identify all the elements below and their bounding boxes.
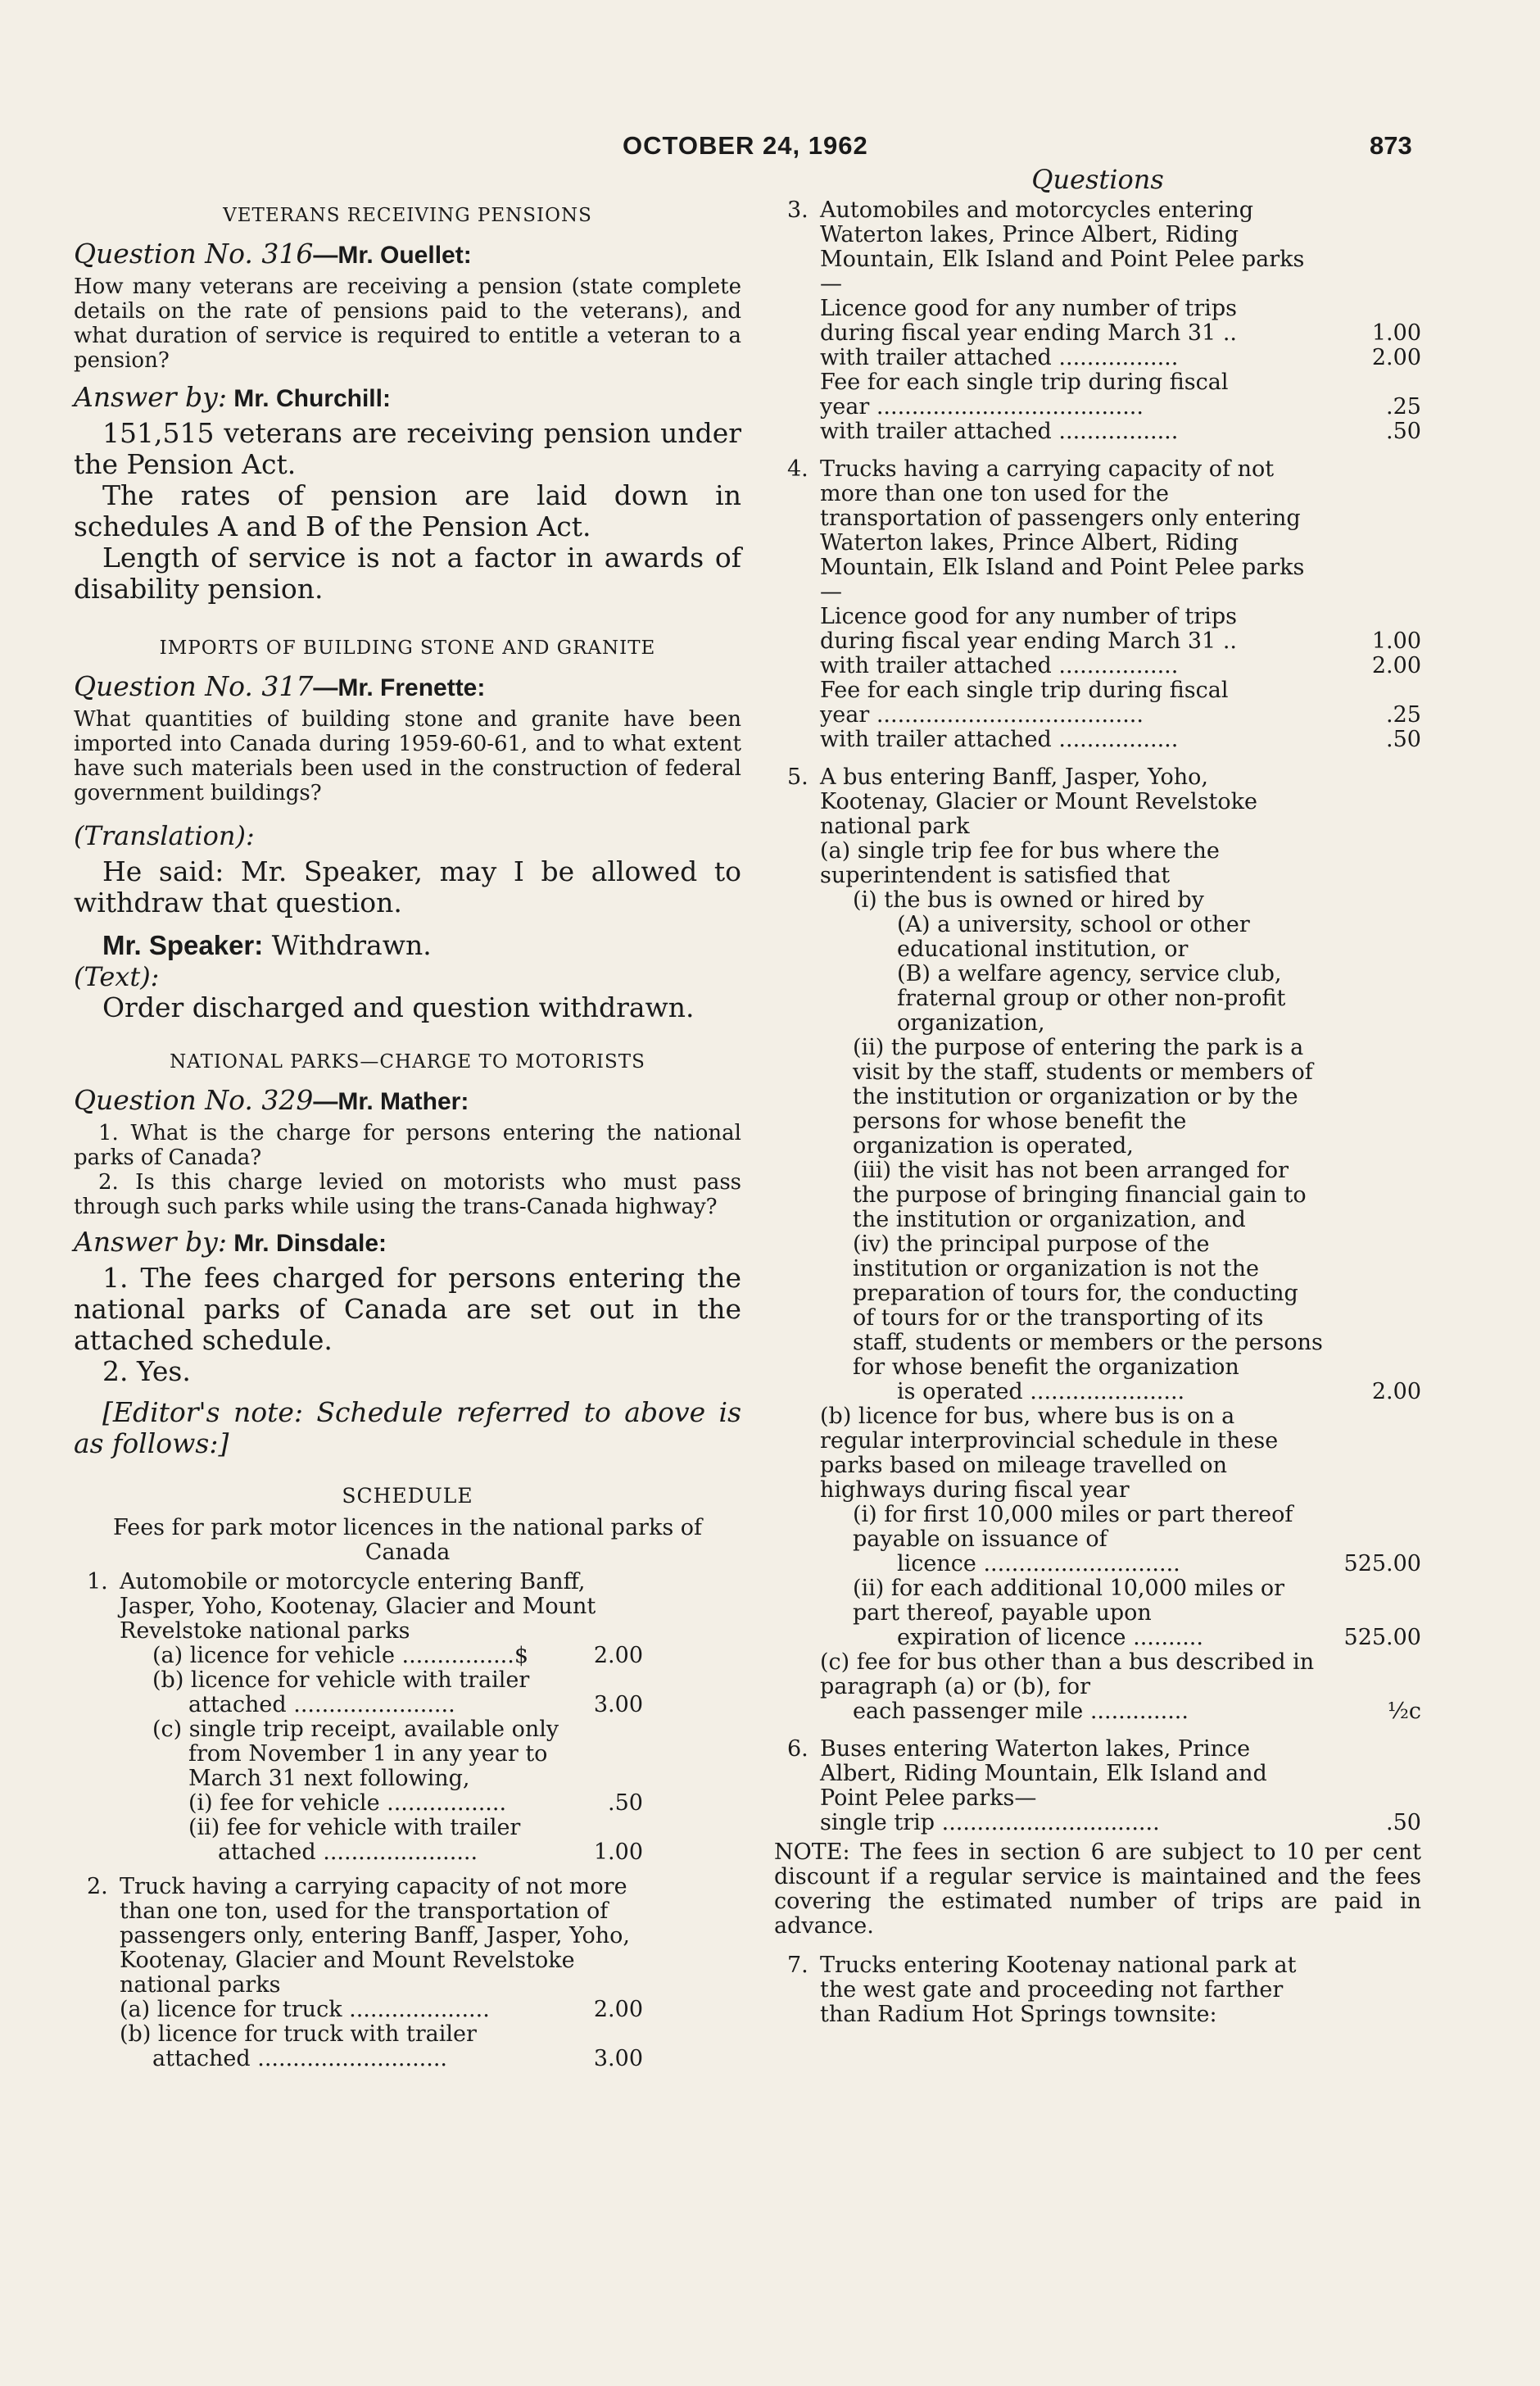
line-amount: 525.00 — [1343, 1625, 1421, 1650]
item-2a — [74, 1998, 741, 2022]
question-317-text: What quantities of building stone and granite have been imported into Canada during 1959-60-61, and to what extent have such materials been used in the construction of federal government buildings? — [74, 707, 741, 805]
translation-label: (Translation): — [74, 820, 255, 851]
item-text: Automobile or motorcycle entering Banff, Jasper, Yoho, Kootenay, Glacier and Mount Revelstoke national parks — [120, 1569, 596, 1644]
line-label: year ...................................... — [820, 394, 1144, 420]
item-4-line3 — [774, 654, 1421, 678]
item-1a — [74, 1644, 741, 1668]
line-amount: .50 — [608, 1790, 643, 1816]
question-329-part1: 1. What is the charge for persons entering the national parks of Canada? — [74, 1121, 741, 1170]
line-label: with trailer attached ................. — [820, 727, 1179, 752]
question-label: Question No. 317 — [74, 670, 314, 702]
line-amount: ½c — [1387, 1699, 1421, 1724]
line-label: with trailer attached ................. — [820, 345, 1179, 370]
item-3-line5 — [774, 395, 1421, 420]
item-5b-ii-total — [774, 1626, 1421, 1650]
item-1c-ii — [74, 1840, 741, 1865]
item-text: Trucks entering Kootenay national park at the west gate and proceeding not farther than Radium Hot Springs townsite: — [820, 1953, 1297, 2027]
item-text: Buses entering Waterton lakes, Prince Albert, Riding Mountain, Elk Island and Point Pelee parks— — [820, 1736, 1267, 1811]
schedule-item-1 — [74, 1570, 741, 1644]
schedule-subtitle: Fees for park motor licences in the national parks of Canada — [112, 1515, 703, 1565]
item-5a-iv: (iv) the principal purpose of the institution or organization is not the preparation of tours for, the conducting of tours for or the transporting of its staff, students or members or the persons for whose benefit the organization — [853, 1232, 1323, 1380]
item-number: 7. — [787, 1953, 808, 1978]
line-amount: 3.00 — [593, 1692, 643, 1717]
item-6-total — [774, 1811, 1421, 1835]
item-number: 5. — [787, 764, 808, 790]
item-4-line1: Licence good for any number of trips — [820, 604, 1237, 629]
item-1c-ii-line1: (ii) fee for vehicle with trailer — [188, 1815, 521, 1840]
right-column — [774, 164, 1421, 2027]
item-text: A bus entering Banff, Jasper, Yoho, Kootenay, Glacier or Mount Revelstoke national park — [820, 764, 1257, 839]
line-amount: 2.00 — [593, 1997, 643, 2022]
item-4-line5 — [774, 703, 1421, 728]
line-label: year ...................................... — [820, 702, 1144, 728]
order-text: Order discharged and question withdrawn. — [102, 991, 695, 1023]
line-label: with trailer attached ................. — [820, 419, 1179, 444]
line-label: (a) licence for vehicle ................$ — [152, 1643, 528, 1668]
answer-316-p3: Length of service is not a factor in awards of disability pension. — [74, 542, 741, 605]
speaker-name: Mr. Speaker: — [102, 930, 264, 960]
schedule-title: SCHEDULE — [342, 1484, 473, 1508]
question-label: Question No. 329 — [74, 1084, 314, 1116]
line-amount: 2.00 — [1371, 1379, 1421, 1404]
answer-316-heading — [74, 381, 741, 413]
line-amount: 1.00 — [593, 1839, 643, 1865]
page-date: OCTOBER 24, 1962 — [623, 131, 868, 160]
item-5a-i-B: (B) a welfare agency, service club, fraternal group or other non-profit organization, — [897, 961, 1286, 1036]
line-amount: 2.00 — [593, 1643, 643, 1668]
item-5c: (c) fee for bus other than a bus described in paragraph (a) or (b), for — [820, 1649, 1315, 1699]
item-5a: (a) single trip fee for bus where the superintendent is satisfied that — [820, 838, 1220, 888]
answer-member: Mr. Dinsdale: — [226, 1230, 387, 1257]
item-1c-line2: from November 1 in any year to — [188, 1741, 548, 1767]
line-amount: .50 — [1386, 727, 1421, 752]
he-said-text: He said: Mr. Speaker, may I be allowed to withdraw that question. — [74, 855, 741, 919]
line-amount: 1.00 — [1371, 628, 1421, 654]
line-label: licence ............................ — [897, 1551, 1180, 1576]
question-member: —Mr. Frenette: — [313, 674, 486, 701]
line-amount: .50 — [1386, 419, 1421, 444]
line-label: with trailer attached ................. — [820, 653, 1179, 678]
question-317-heading — [74, 670, 741, 702]
item-5c-total — [774, 1699, 1421, 1724]
item-5a-total — [774, 1380, 1421, 1404]
question-316-heading — [74, 238, 741, 270]
item-5b-i: (i) for first 10,000 miles or part thereof payable on issuance of — [853, 1502, 1293, 1552]
questions-heading: Questions — [1031, 164, 1164, 195]
page-number: 873 — [1370, 131, 1412, 160]
item-1c-line3: March 31 next following, — [188, 1766, 470, 1791]
answer-329-p1: 1. The fees charged for persons entering the national parks of Canada are set out in the attached schedule. — [74, 1262, 741, 1356]
line-label: attached ....................... — [188, 1692, 455, 1717]
item-5b-ii: (ii) for each additional 10,000 miles or part thereof, payable upon — [853, 1576, 1285, 1626]
line-amount: .25 — [1386, 394, 1421, 420]
question-member: —Mr. Mather: — [313, 1088, 469, 1115]
line-amount: 2.00 — [1371, 653, 1421, 678]
line-amount: 525.00 — [1343, 1551, 1421, 1576]
line-label: expiration of licence .......... — [897, 1625, 1203, 1650]
text-label: (Text): — [74, 961, 160, 992]
item-1c-line1: (c) single trip receipt, available only — [152, 1717, 559, 1742]
item-5a-ii: (ii) the purpose of entering the park is a visit by the staff, students or members of the institution or organization or by the persons for whose benefit the organization is operated, — [853, 1035, 1313, 1159]
item-5b-i-total — [774, 1552, 1421, 1576]
line-label: (i) fee for vehicle ................. — [188, 1790, 507, 1816]
item-number: 6. — [787, 1736, 808, 1762]
line-label: single trip ............................... — [820, 1810, 1160, 1835]
item-number: 3. — [787, 197, 808, 223]
line-label: (a) licence for truck .................... — [120, 1997, 490, 2022]
item-2b — [74, 2047, 741, 2071]
item-4-line4: Fee for each single trip during fiscal — [820, 678, 1229, 703]
item-text: Trucks having a carrying capacity of not more than one ton used for the transportation of passengers only entering Waterton lakes, Prince Albert, Riding Mountain, Elk Island and Point Pelee parks— — [820, 456, 1305, 605]
question-316-text: How many veterans are receiving a pension (state complete details on the rate of pensions paid to the veterans), and what duration of service is required to entitle a veteran to a pension? — [74, 274, 741, 373]
item-5a-iii: (iii) the visit has not been arranged for the purpose of bringing financial gain to the institution or organization, and — [853, 1158, 1307, 1232]
schedule-item-2 — [74, 1875, 741, 1998]
answer-316-p1: 151,515 veterans are receiving pension under the Pension Act. — [74, 417, 741, 480]
answer-label: Answer by: — [74, 381, 227, 413]
item-5a-i: (i) the bus is owned or hired by — [853, 887, 1204, 913]
item-5a-i-A: (A) a university, school or other educational institution, or — [897, 912, 1250, 962]
item-3-line2 — [774, 321, 1421, 346]
page-header — [0, 123, 1540, 164]
answer-member: Mr. Churchill: — [226, 385, 391, 412]
question-label: Question No. 316 — [74, 238, 314, 270]
line-label: each passenger mile .............. — [853, 1699, 1189, 1724]
item-number: 1. — [87, 1569, 108, 1594]
speaker-line — [74, 930, 741, 961]
speaker-text: Withdrawn. — [263, 929, 432, 961]
item-5b: (b) licence for bus, where bus is on a regular interprovincial schedule in these parks based on mileage travelled on highways during fiscal year — [820, 1404, 1279, 1503]
fees-note: NOTE: The fees in section 6 are subject to 10 per cent discount if a regular service is maintained and the fees covering the estimated number of trips are paid in advance. — [774, 1839, 1421, 1939]
answer-329-p2: 2. Yes. — [102, 1355, 191, 1387]
section-heading-imports: IMPORTS OF BUILDING STONE AND GRANITE — [159, 637, 656, 659]
section-heading-veterans: VETERANS RECEIVING PENSIONS — [223, 205, 592, 226]
editor-note: [Editor's note: Schedule referred to above is as follows:] — [74, 1396, 741, 1459]
answer-label: Answer by: — [74, 1226, 227, 1258]
item-1c-i — [74, 1791, 741, 1816]
line-label: is operated ...................... — [897, 1379, 1185, 1404]
line-amount: 1.00 — [1371, 320, 1421, 346]
question-329-heading — [74, 1084, 741, 1116]
answer-329-heading — [74, 1226, 741, 1258]
line-label: attached ...................... — [218, 1839, 478, 1865]
line-amount: .50 — [1386, 1810, 1421, 1835]
line-label: during fiscal year ending March 31 .. — [820, 320, 1237, 346]
schedule-item-4 — [774, 457, 1421, 605]
section-heading-parks: NATIONAL PARKS—CHARGE TO MOTORISTS — [170, 1051, 645, 1073]
item-1b — [74, 1693, 741, 1717]
item-3-line3 — [774, 346, 1421, 370]
item-3-line4: Fee for each single trip during fiscal — [820, 370, 1229, 395]
item-number: 2. — [87, 1874, 108, 1899]
item-number: 4. — [787, 456, 808, 482]
schedule-item-7 — [774, 1953, 1421, 2027]
schedule-item-3 — [774, 198, 1421, 297]
item-text: Truck having a carrying capacity of not more than one ton, used for the transportation of passengers only, entering Banff, Jasper, Yoho, Kootenay, Glacier and Mount Revelstoke national parks — [120, 1874, 630, 1998]
left-column — [74, 164, 741, 2071]
item-2b-line1: (b) licence for truck with trailer — [120, 2021, 477, 2047]
line-amount: 2.00 — [1371, 345, 1421, 370]
answer-316-p2: The rates of pension are laid down in schedules A and B of the Pension Act. — [74, 479, 741, 542]
line-amount: 3.00 — [593, 2046, 643, 2071]
line-label: attached ........................... — [152, 2046, 447, 2071]
schedule-item-6 — [774, 1737, 1421, 1811]
schedule-item-5 — [774, 765, 1421, 839]
item-4-line2 — [774, 629, 1421, 654]
question-member: —Mr. Ouellet: — [313, 242, 472, 269]
line-amount: .25 — [1386, 702, 1421, 728]
item-3-line6 — [774, 420, 1421, 444]
item-3-line1: Licence good for any number of trips — [820, 296, 1237, 321]
item-4-line6 — [774, 728, 1421, 752]
item-1b-line1: (b) licence for vehicle with trailer — [152, 1667, 530, 1693]
line-label: during fiscal year ending March 31 .. — [820, 628, 1237, 654]
item-text: Automobiles and motorcycles entering Waterton lakes, Prince Albert, Riding Mountain, Elk Island and Point Pelee parks— — [820, 197, 1305, 297]
question-329-part2: 2. Is this charge levied on motorists who must pass through such parks while using the trans-Canada highway? — [74, 1170, 741, 1219]
